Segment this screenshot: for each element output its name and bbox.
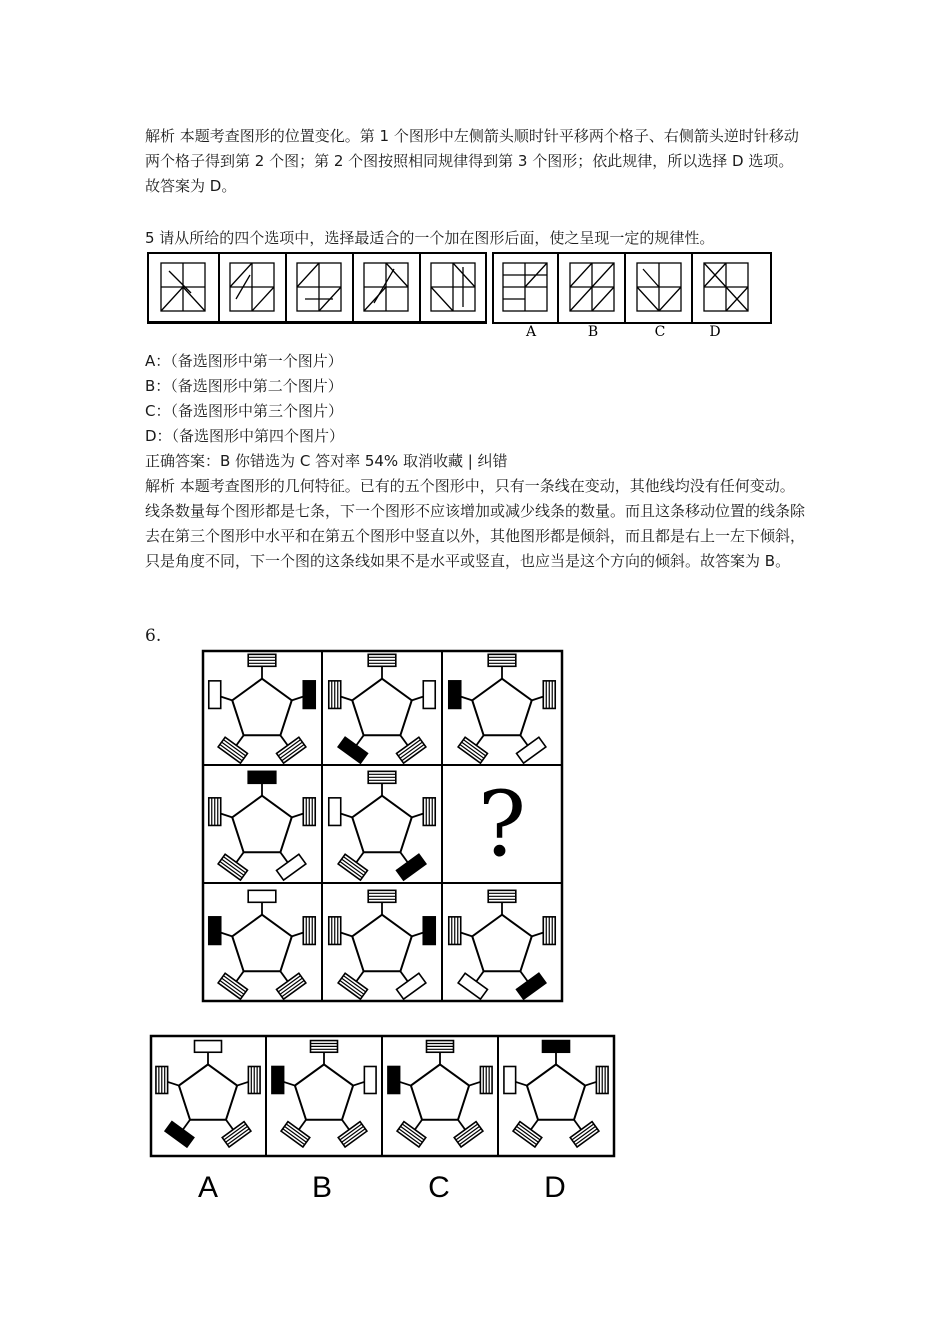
- q6-question-mark: ?: [477, 772, 527, 877]
- q6-number: 6.: [145, 626, 162, 646]
- q6-puzzle-grid: [202, 650, 564, 1004]
- q6-option-letter-c: C: [428, 1171, 450, 1204]
- q6-option-letter-d: D: [544, 1171, 566, 1204]
- q5-option-a: A：（备选图形中第一个图片）: [145, 352, 343, 370]
- q5-analysis: 解析 本题考查图形的几何特征。已有的五个图形中，只有一条线在变动，其他线均没有任何变动。线条数量每个图形都是七条，下一个图形不应该增加或减少线条的数量。而且这条移动位置的线条除去在第三个图形中水平和在第五个图形中竖直以外，其他图形都是倾斜，而且都是右上一左下倾斜，只是角度不同，下一个图的这条线如果不是水平或竖直，也应当是这个方向的倾斜。故答案为 B。: [145, 477, 806, 570]
- q6-option-letter-b: B: [311, 1171, 333, 1204]
- q5-figure-strip: [145, 250, 773, 342]
- q5-answer-line: 正确答案：B 你错选为 C 答对率 54% 取消收藏 | 纠错: [145, 452, 508, 470]
- q4-analysis: 解析 本题考查图形的位置变化。第 1 个图形中左侧箭头顺时针平移两个格子、右侧箭头逆时针移动两个格子得到第 2 个图；第 2 个图按照相同规律得到第 3 个图形；依此规律，所以选择 D 选项。故答案为 D。: [145, 127, 799, 195]
- q5-question: 5 请从所给的四个选项中，选择最适合的一个加在图形后面，使之呈现一定的规律性。: [145, 229, 715, 247]
- q5-option-letter-a: A: [525, 324, 537, 340]
- q5-option-letter-c: C: [654, 324, 666, 340]
- q6-option-strip: [150, 1035, 616, 1203]
- q5-option-d: D：（备选图形中第四个图片）: [145, 427, 345, 445]
- q5-option-letter-b: B: [587, 324, 599, 340]
- q5-sequence-figures: [161, 263, 475, 311]
- q5-option-letter-d: D: [709, 324, 721, 340]
- q5-option-b: B：（备选图形中第二个图片）: [145, 377, 343, 395]
- q5-option-c: C：（备选图形中第三个图片）: [145, 402, 343, 420]
- q6-option-letter-a: A: [197, 1171, 219, 1204]
